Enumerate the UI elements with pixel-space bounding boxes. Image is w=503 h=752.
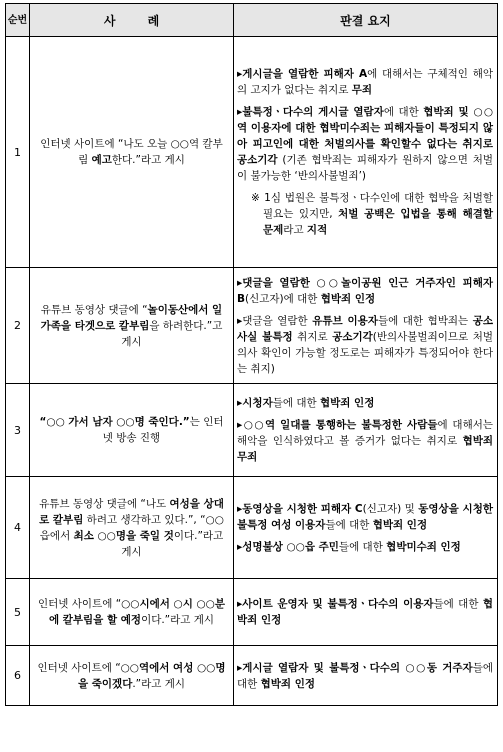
row-number: 4 bbox=[6, 477, 30, 579]
text-run: 지적 bbox=[306, 224, 328, 236]
text-run: ○○역에서 여성 ○○명을 죽이겠다 bbox=[77, 661, 226, 690]
ruling-summary bbox=[234, 646, 498, 706]
ruling-point bbox=[237, 417, 493, 465]
text-run: ※ 1심 법원은 불특정ㆍ다수인에 대한 협박을 처벌할 필요는 있지만, bbox=[251, 192, 493, 220]
text-run: 공소사실 불특정 bbox=[237, 314, 493, 343]
ruling-point bbox=[237, 501, 493, 533]
row-number: 3 bbox=[6, 384, 30, 477]
case-description bbox=[30, 646, 234, 706]
text-run: 동영상을 시청한 불특정 여성 이용자 bbox=[237, 502, 493, 531]
ruling-point bbox=[237, 66, 493, 98]
text-run: 을 하려한다.”고 게시 bbox=[121, 319, 223, 348]
text-run: (기존 협박죄는 피해자가 원하지 않으면 처벌이 불가능한 ‘반의사불벌죄’) bbox=[237, 154, 493, 182]
text-run: 무죄 bbox=[351, 84, 373, 96]
text-run: 들에 대한 bbox=[272, 397, 320, 409]
case-description bbox=[30, 268, 234, 384]
text-run: ▸ bbox=[237, 276, 243, 289]
text-run: 이다.”라고 게시 bbox=[141, 614, 215, 626]
text-run: 최소 ○○명을 죽일 것 bbox=[73, 529, 174, 542]
ruling-summary bbox=[234, 579, 498, 646]
case-description bbox=[30, 37, 234, 268]
text-run: 는 인터넷 방송 진행 bbox=[102, 416, 224, 444]
text-run: .”라고 게시 bbox=[132, 677, 186, 690]
text-run: 이다.”라고 게시 bbox=[121, 529, 224, 558]
text-run: 협박죄 인정 bbox=[319, 397, 375, 409]
text-run: 협박죄 및 ○○역 이용자에 대한 협박미수죄는 피해자들이 특정되지 않아 피고인에 대한 처벌의사를 확인할수 없다는 취지로 공소기각 bbox=[237, 106, 493, 166]
text-run: 게시글 열람자 및 불특정ㆍ다수의 ○○동 거주자 bbox=[242, 661, 473, 674]
text-run: ▸ bbox=[237, 419, 243, 431]
text-run: 협박죄 인정 bbox=[237, 598, 494, 626]
text-run: 에 대한 bbox=[383, 106, 424, 118]
table-header-row bbox=[6, 4, 498, 37]
text-run: 댓글을 열람한 ○○놀이공원 인근 거주자인 피해자 B bbox=[237, 276, 493, 305]
ruling-summary-table bbox=[5, 3, 498, 706]
table-row bbox=[6, 646, 498, 706]
ruling-point bbox=[237, 596, 493, 628]
ruling-summary bbox=[234, 384, 498, 477]
text-run: 불특정ㆍ다수의 게시글 열람자 bbox=[242, 106, 384, 118]
text-run: ▸ bbox=[237, 106, 243, 118]
text-run: 사이트 운영자 및 불특정ㆍ다수의 이용자 bbox=[242, 598, 434, 610]
table-row bbox=[6, 37, 498, 268]
text-run: 들에 대한 협박죄는 bbox=[377, 314, 473, 327]
ruling-point bbox=[237, 104, 493, 184]
table-row bbox=[6, 477, 498, 579]
case-description bbox=[30, 579, 234, 646]
text-run: ▸ bbox=[237, 68, 243, 80]
table-row bbox=[6, 268, 498, 384]
text-run: ▸ bbox=[237, 314, 243, 327]
text-run: 예고 bbox=[91, 154, 112, 166]
ruling-point bbox=[237, 275, 493, 307]
text-run: ▸ bbox=[237, 661, 243, 674]
text-run: 놀이동산에서 일가족을 타겟으로 칼부림 bbox=[40, 303, 223, 332]
text-run: 게시글을 열람한 피해자 A bbox=[242, 68, 368, 80]
text-run: 인터넷 사이트에 “ bbox=[37, 661, 121, 674]
ruling-point bbox=[237, 539, 493, 555]
text-run: 유튜브 동영상 댓글에 “나도 bbox=[39, 497, 170, 510]
ruling-summary bbox=[234, 268, 498, 384]
text-run: 유튜브 이용자 bbox=[312, 314, 378, 327]
text-run: ○○역 일대를 통행하는 불특정한 사람들 bbox=[242, 419, 438, 431]
text-run: 댓글을 열람한 bbox=[242, 314, 313, 327]
ruling-summary bbox=[234, 37, 498, 268]
text-run: ▸ bbox=[237, 397, 243, 409]
text-run: ▸ bbox=[237, 598, 243, 610]
case-description bbox=[30, 384, 234, 477]
ruling-summary bbox=[234, 477, 498, 579]
text-run: 인터넷 사이트에 “ bbox=[38, 598, 122, 610]
text-run: 협박미수죄 인정 bbox=[386, 540, 461, 553]
text-run: ▸ bbox=[237, 540, 243, 553]
text-run: (신고자) 및 bbox=[362, 502, 419, 515]
row-number: 6 bbox=[6, 646, 30, 706]
text-run: 유튜브 동영상 댓글에 “ bbox=[40, 303, 148, 316]
text-run: 취지로 bbox=[292, 330, 333, 343]
case-description bbox=[30, 477, 234, 579]
text-run: 협박죄 인정 bbox=[372, 518, 428, 531]
text-run: 하려고 생각하고 있다.”, “○○읍에서 bbox=[39, 513, 224, 542]
table-row bbox=[6, 579, 498, 646]
text-run: 라고 bbox=[283, 224, 307, 236]
text-run: 공소기각 bbox=[332, 330, 373, 343]
text-run: 들에 대한 bbox=[237, 661, 493, 690]
header-case: 사 례 bbox=[30, 4, 234, 37]
text-run: 협박죄 무죄 bbox=[237, 435, 493, 463]
ruling-point bbox=[237, 313, 493, 377]
text-run: “○○ 가서 남자 ○○명 죽인다.” bbox=[39, 416, 190, 428]
table-row bbox=[6, 384, 498, 477]
text-run: 에 대해서는 구체적인 해악의 고지가 없다는 취지로 bbox=[237, 68, 493, 96]
header-no: 순번 bbox=[6, 4, 30, 37]
text-run: ○○시에서 ○시 ○○분에 칼부림을 할 예정 bbox=[48, 598, 225, 626]
text-run: 인터넷 사이트에 “나도 오늘 ○○역 칼부림 bbox=[40, 138, 223, 166]
row-number: 5 bbox=[6, 579, 30, 646]
text-run: 여성을 상대로 칼부림 bbox=[39, 497, 224, 526]
text-run: 시청자 bbox=[242, 397, 273, 409]
text-run: 성명불상 ○○읍 주민 bbox=[242, 540, 339, 553]
text-run: 에 대해서는 해악을 인식하였다고 볼 증거가 없다는 취지로 bbox=[237, 419, 493, 447]
text-run: 들에 대한 bbox=[433, 598, 483, 610]
text-run: 동영상을 시청한 피해자 C bbox=[242, 502, 363, 515]
text-run: ▸ bbox=[237, 502, 243, 515]
document-page bbox=[5, 3, 498, 706]
header-ruling: 판결 요지 bbox=[234, 4, 498, 37]
ruling-note bbox=[251, 190, 493, 238]
ruling-point bbox=[237, 395, 493, 411]
text-run: 들에 대한 bbox=[338, 540, 387, 553]
text-run: (신고자)에 대한 bbox=[245, 292, 321, 305]
row-number: 1 bbox=[6, 37, 30, 268]
ruling-point bbox=[237, 660, 493, 692]
text-run: 협박죄 인정 bbox=[260, 677, 315, 690]
text-run: 한다.”라고 게시 bbox=[111, 154, 185, 166]
text-run: 처벌 공백은 입법을 통해 해결할 문제 bbox=[263, 208, 494, 236]
row-number: 2 bbox=[6, 268, 30, 384]
text-run: 들에 대한 bbox=[325, 518, 373, 531]
text-run: 협박죄 인정 bbox=[320, 292, 376, 305]
text-run: (반의사불벌죄이므로 처벌의사 확인이 가능할 정도로는 피해자가 특정되어야 한다는 취지) bbox=[237, 330, 494, 375]
